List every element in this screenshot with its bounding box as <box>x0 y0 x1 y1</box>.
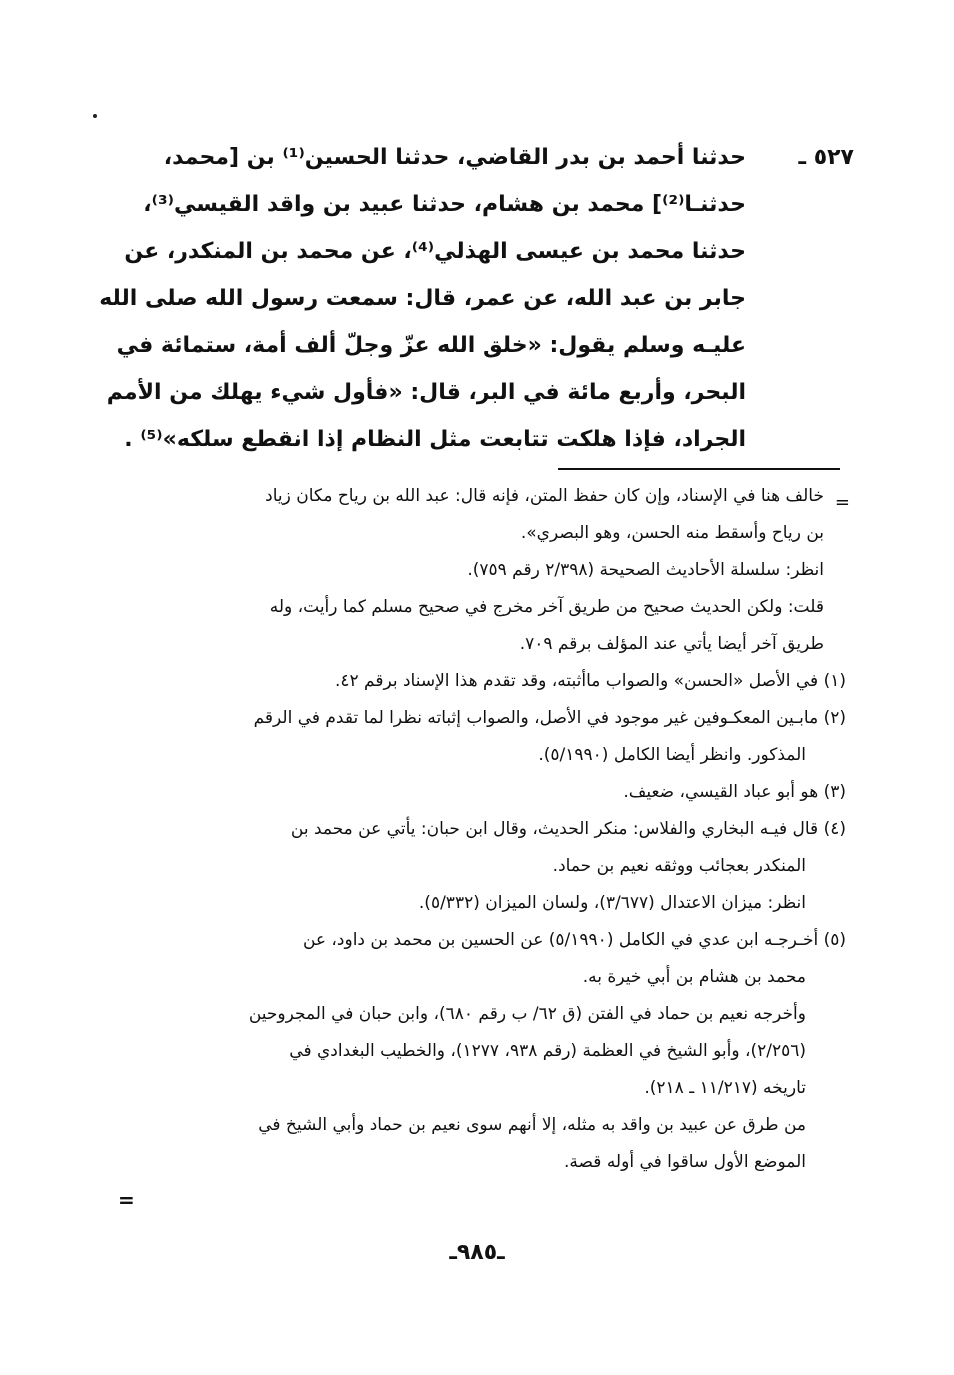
hadith-number: ٥٢٧ ـ <box>798 145 854 170</box>
footnote-separator <box>558 468 840 470</box>
footnote-line: (٣) هو أبو عباد القيسي، ضعيف. <box>623 782 846 802</box>
footnote-line: من طرق عن عبيد بن واقد به مثله، إلا أنهم سوى نعيم بن حماد وأبي الشيخ في <box>258 1115 806 1135</box>
footnote-line: الموضع الأول ساقوا في أوله قصة. <box>564 1152 806 1172</box>
footnotes <box>130 478 846 1181</box>
hadith-line: عليـه وسلم يقول: «خلق الله عزّ وجلّ ألف أمة، ستمائة في <box>116 333 746 358</box>
footnote-line: تاريخه (١١/٢١٧ ـ ٢١٨). <box>644 1078 806 1098</box>
footnote-line: محمد بن هشام بن أبي خيرة به. <box>582 967 806 987</box>
hadith-line: حدثنا أحمد بن بدر القاضي، حدثنا الحسين⁽¹⁾ بن [محمد، <box>163 145 746 170</box>
continuation-marker: = <box>834 492 850 513</box>
hadith-text <box>99 134 746 463</box>
footnote-line: بن رياح وأسقط منه الحسن، وهو البصري». <box>520 523 824 543</box>
footnote-line: قلت: ولكن الحديث صحيح من طريق آخر مخرج في صحيح مسلم كما رأيت، وله <box>269 597 824 617</box>
hadith-line: حدثنا محمد بن عيسى الهذلي⁽⁴⁾، عن محمد بن المنكدر، عن <box>124 239 746 264</box>
end-marker: = <box>118 1188 135 1212</box>
footnote-line: انظر: ميزان الاعتدال (٣/٦٧٧)، ولسان الميزان (٥/٣٣٢). <box>418 893 806 913</box>
hadith-line: جابر بن عبد الله، عن عمر، قال: سمعت رسول الله صلى الله <box>99 286 746 311</box>
footnote-line: (٢/٢٥٦)، وأبو الشيخ في العظمة (رقم ٩٣٨، ١٢٧٧)، والخطيب البغدادي في <box>289 1041 806 1061</box>
footnote-line: خالف هنا في الإسناد، وإن كان حفظ المتن، فإنه قال: عبد الله بن رياح مكان زياد <box>265 486 824 506</box>
footnote-line: (١) في الأصل «الحسن» والصواب ماأثبته، وقد تقدم هذا الإسناد برقم ٤٢. <box>334 671 846 691</box>
footnote-line: (٤) قال فيـه البخاري والفلاس: منكر الحديث، وقال ابن حبان: يأتي عن محمد بن <box>290 819 846 839</box>
hadith-line: الجراد، فإذا هلكت تتابعت مثل النظام إذا انقطع سلكه»⁽⁵⁾ . <box>124 427 746 452</box>
stray-dot <box>93 114 97 118</box>
footnote-line: وأخرجه نعيم بن حماد في الفتن (ق ٦٢/ ب رقم ٦٨٠)، وابن حبان في المجروحين <box>248 1004 806 1024</box>
hadith-line: حدثنـا⁽²⁾] محمد بن هشام، حدثنا عبيد بن واقد القيسي⁽³⁾، <box>143 192 746 217</box>
page-number: ـ٩٨٥ـ <box>449 1240 505 1265</box>
footnote-line: طريق آخر أيضا يأتي عند المؤلف برقم ٧٠٩. <box>519 634 824 654</box>
footnote-line: المذكور. وانظر أيضا الكامل (٥/١٩٩٠). <box>538 745 806 765</box>
footnote-line: المنكدر بعجائب ووثقه نعيم بن حماد. <box>552 856 806 876</box>
footnote-line: (٥) أخـرجـه ابن عدي في الكامل (٥/١٩٩٠) عن الحسين بن محمد بن داود، عن <box>302 930 846 950</box>
footnote-line: (٢) مابـين المعكـوفين غير موجود في الأصل، والصواب إثباته نظرا لما تقدم في الرقم <box>253 708 846 728</box>
footnote-line: انظر: سلسلة الأحاديث الصحيحة (٢/٣٩٨ رقم ٧٥٩). <box>467 560 824 580</box>
hadith-line: البحر، وأربع مائة في البر، قال: «فأول شيء يهلك من الأمم <box>106 380 746 405</box>
